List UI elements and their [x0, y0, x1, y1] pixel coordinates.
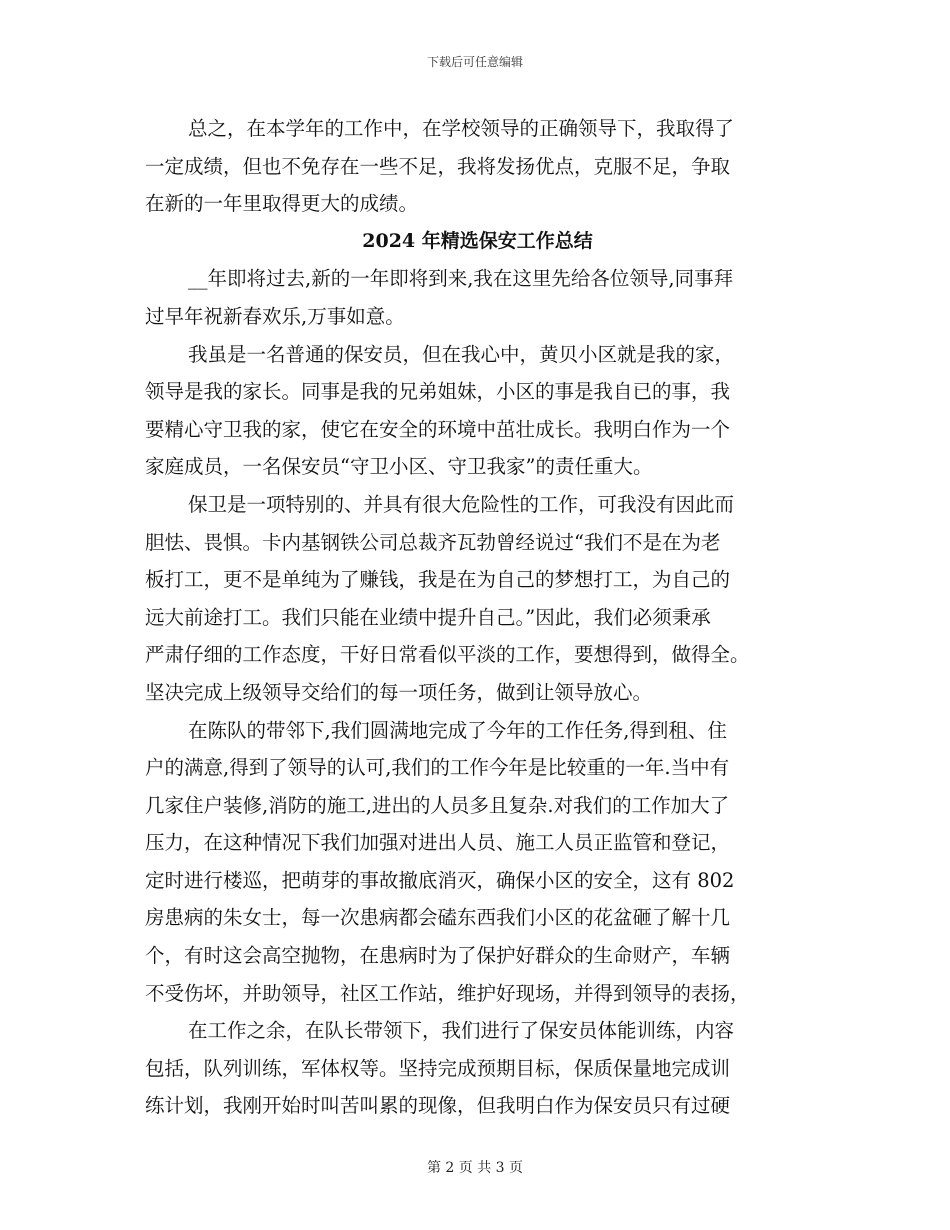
page-number: 第 2 页 共 3 页 — [426, 1160, 524, 1176]
text-line: 定时进行楼巡，把萌芽的事故撤底消灭，确保小区的安全，这有 802 — [145, 868, 735, 892]
text-line: 胆怯、畏惧。卡内基钢铁公司总裁齐瓦勃曾经说过“我们不是在为老 — [145, 530, 721, 554]
text-line: 房患病的朱女士，每一次患病都会磕东西我们小区的花盆砸了解十几 — [145, 906, 731, 930]
text-line: 要精心守卫我的家，使它在安全的环境中茁壮成长。我明白作为一个 — [145, 417, 731, 441]
text-line: 压力，在这种情况下我们加强对进出人员、施工人员正监管和登记， — [145, 831, 731, 855]
text-line: __年即将过去,新的一年即将到来,我在这里先给各位领导,同事拜 — [188, 267, 734, 291]
text-line: 保卫是一项特别的、并具有很大危险性的工作，可我没有因此而 — [188, 492, 735, 516]
text-line: 坚决完成上级领导交给们的每一项任务，做到让领导放心。 — [145, 680, 653, 704]
text-line: 户的满意,得到了领导的认可,我们的工作今年是比较重的一年.当中有 — [145, 756, 730, 780]
text-line: 练计划，我刚开始时叫苦叫累的现像，但我明白作为保安员只有过硬 — [145, 1094, 731, 1118]
text-line: 板打工，更不是单纯为了赚钱，我是在为自己的梦想打工，为自己的 — [145, 568, 731, 592]
text-line: 一定成绩，但也不免存在一些不足，我将发扬优点，克服不足，争取 — [145, 154, 731, 178]
document-body — [145, 110, 810, 1125]
text-line: 总之，在本学年的工作中，在学校领导的正确领导下，我取得了 — [188, 117, 735, 140]
text-line: 在新的一年里取得更大的成绩。 — [145, 192, 419, 216]
text-line: 不受伤坏，并助领导，社区工作站，维护好现场，并得到领导的表扬， — [145, 981, 750, 1005]
text-line: 严肃仔细的工作态度，干好日常看似平淡的工作，要想得到，做得全。 — [145, 643, 750, 667]
page-header: 下载后可任意编辑 — [426, 55, 523, 69]
text-line: 在工作之余，在队长带领下，我们进行了保安员体能训练，内容 — [188, 1019, 735, 1043]
text-line: 过早年祝新春欢乐,万事如意。 — [145, 304, 405, 328]
text-line: 包括，队列训练，军体权等。坚持完成预期目标，保质保量地完成训 — [145, 1056, 731, 1080]
text-line: 家庭成员，一名保安员“守卫小区、守卫我家”的责任重大。 — [145, 455, 653, 479]
text-line: 个，有时这会高空抛物，在患病时为了保护好群众的生命财产，车辆 — [145, 944, 731, 968]
text-line: 我虽是一名普通的保安员，但在我心中，黄贝小区就是我的家， — [188, 342, 735, 366]
text-line: 远大前途打工。我们只能在业绩中提升自己。”因此，我们必须秉承 — [145, 605, 711, 629]
section-title: 2024 年精选保安工作总结 — [362, 229, 593, 252]
text-line: 在陈队的带邻下,我们圆满地完成了今年的工作任务,得到租、住 — [188, 718, 727, 742]
text-line: 几家住户装修,消防的施工,进出的人员多且复杂.对我们的工作加大了 — [145, 793, 730, 817]
text-line: 领导是我的家长。同事是我的兄弟姐妹，小区的事是我自已的事，我 — [145, 380, 731, 404]
